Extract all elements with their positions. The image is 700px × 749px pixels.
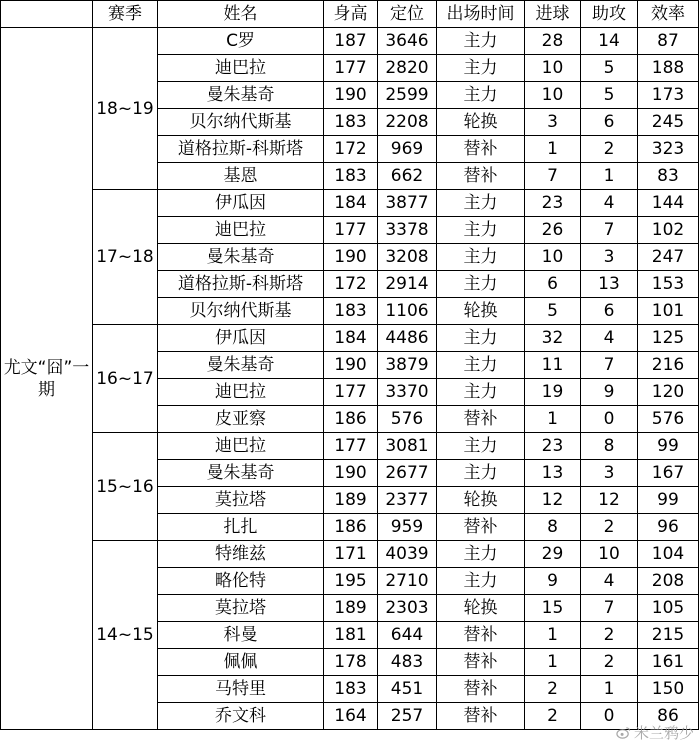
height-cell: 190 [324, 82, 378, 109]
role-cell: 替补 [437, 514, 525, 541]
playing-time-cell: 3378 [378, 217, 437, 244]
efficiency-cell: 216 [638, 352, 699, 379]
season-cell: 15~16 [93, 433, 158, 541]
playing-time-cell: 483 [378, 649, 437, 676]
assists-cell: 14 [581, 28, 638, 55]
playing-time-cell: 2677 [378, 460, 437, 487]
efficiency-cell: 173 [638, 82, 699, 109]
role-cell: 替补 [437, 163, 525, 190]
goals-cell: 10 [525, 244, 581, 271]
assists-cell: 9 [581, 379, 638, 406]
goals-cell: 10 [525, 55, 581, 82]
player-name-cell: 贝尔纳代斯基 [158, 298, 324, 325]
role-cell: 替补 [437, 136, 525, 163]
playing-time-cell: 959 [378, 514, 437, 541]
height-cell: 177 [324, 217, 378, 244]
assists-cell: 4 [581, 190, 638, 217]
efficiency-cell: 125 [638, 325, 699, 352]
playing-time-cell: 3081 [378, 433, 437, 460]
role-cell: 主力 [437, 352, 525, 379]
goals-cell: 5 [525, 298, 581, 325]
player-name-cell: C罗 [158, 28, 324, 55]
efficiency-cell: 153 [638, 271, 699, 298]
goals-cell: 26 [525, 217, 581, 244]
efficiency-cell: 245 [638, 109, 699, 136]
player-name-cell: 皮亚察 [158, 406, 324, 433]
assists-cell: 7 [581, 352, 638, 379]
player-name-cell: 伊瓜因 [158, 325, 324, 352]
assists-cell: 7 [581, 217, 638, 244]
role-cell: 主力 [437, 28, 525, 55]
height-cell: 190 [324, 352, 378, 379]
player-name-cell: 科曼 [158, 622, 324, 649]
role-cell: 主力 [437, 460, 525, 487]
assists-cell: 6 [581, 109, 638, 136]
height-cell: 183 [324, 163, 378, 190]
efficiency-cell: 87 [638, 28, 699, 55]
efficiency-cell: 86 [638, 703, 699, 730]
playing-time-cell: 1106 [378, 298, 437, 325]
player-name-cell: 伊瓜因 [158, 190, 324, 217]
goals-cell: 2 [525, 703, 581, 730]
table-row [1, 541, 699, 568]
efficiency-cell: 99 [638, 433, 699, 460]
efficiency-cell: 188 [638, 55, 699, 82]
role-cell: 主力 [437, 541, 525, 568]
assists-cell: 6 [581, 298, 638, 325]
goals-cell: 1 [525, 649, 581, 676]
efficiency-cell: 247 [638, 244, 699, 271]
playing-time-cell: 451 [378, 676, 437, 703]
playing-time-cell: 4486 [378, 325, 437, 352]
height-cell: 183 [324, 298, 378, 325]
assists-cell: 10 [581, 541, 638, 568]
efficiency-cell: 576 [638, 406, 699, 433]
playing-time-cell: 2820 [378, 55, 437, 82]
height-cell: 164 [324, 703, 378, 730]
player-name-cell: 迪巴拉 [158, 433, 324, 460]
header-corner-cell [1, 1, 93, 28]
goals-cell: 29 [525, 541, 581, 568]
player-name-cell: 扎扎 [158, 514, 324, 541]
height-cell: 177 [324, 379, 378, 406]
table-body [1, 28, 699, 730]
table-row [1, 433, 699, 460]
column-header: 定位 [378, 1, 437, 28]
player-name-cell: 基恩 [158, 163, 324, 190]
player-name-cell: 贝尔纳代斯基 [158, 109, 324, 136]
watermark-text: 米兰鸦少 [633, 724, 694, 742]
assists-cell: 4 [581, 568, 638, 595]
height-cell: 186 [324, 514, 378, 541]
goals-cell: 1 [525, 136, 581, 163]
player-name-cell: 乔文科 [158, 703, 324, 730]
role-cell: 主力 [437, 190, 525, 217]
column-header: 赛季 [93, 1, 158, 28]
playing-time-cell: 3646 [378, 28, 437, 55]
player-name-cell: 道格拉斯-科斯塔 [158, 271, 324, 298]
season-cell: 17~18 [93, 190, 158, 325]
role-cell: 主力 [437, 82, 525, 109]
role-cell: 替补 [437, 622, 525, 649]
player-name-cell: 马特里 [158, 676, 324, 703]
efficiency-cell: 144 [638, 190, 699, 217]
assists-cell: 1 [581, 163, 638, 190]
playing-time-cell: 3370 [378, 379, 437, 406]
column-header: 助攻 [581, 1, 638, 28]
assists-cell: 3 [581, 460, 638, 487]
player-name-cell: 曼朱基奇 [158, 460, 324, 487]
goals-cell: 1 [525, 622, 581, 649]
player-name-cell: 曼朱基奇 [158, 82, 324, 109]
height-cell: 186 [324, 406, 378, 433]
role-cell: 主力 [437, 55, 525, 82]
goals-cell: 3 [525, 109, 581, 136]
assists-cell: 5 [581, 55, 638, 82]
player-name-cell: 道格拉斯-科斯塔 [158, 136, 324, 163]
height-cell: 171 [324, 541, 378, 568]
height-cell: 177 [324, 433, 378, 460]
height-cell: 195 [324, 568, 378, 595]
season-cell: 18~19 [93, 28, 158, 190]
playing-time-cell: 3877 [378, 190, 437, 217]
season-cell: 14~15 [93, 541, 158, 730]
table-row [1, 28, 699, 55]
height-cell: 190 [324, 244, 378, 271]
height-cell: 177 [324, 55, 378, 82]
role-cell: 替补 [437, 676, 525, 703]
efficiency-cell: 161 [638, 649, 699, 676]
playing-time-cell: 2208 [378, 109, 437, 136]
playing-time-cell: 644 [378, 622, 437, 649]
player-name-cell: 佩佩 [158, 649, 324, 676]
playing-time-cell: 2303 [378, 595, 437, 622]
player-name-cell: 迪巴拉 [158, 217, 324, 244]
height-cell: 178 [324, 649, 378, 676]
playing-time-cell: 662 [378, 163, 437, 190]
playing-time-cell: 576 [378, 406, 437, 433]
efficiency-cell: 96 [638, 514, 699, 541]
player-name-cell: 莫拉塔 [158, 487, 324, 514]
role-cell: 主力 [437, 271, 525, 298]
efficiency-cell: 104 [638, 541, 699, 568]
efficiency-cell: 105 [638, 595, 699, 622]
player-name-cell: 特维兹 [158, 541, 324, 568]
role-cell: 替补 [437, 406, 525, 433]
playing-time-cell: 2377 [378, 487, 437, 514]
assists-cell: 2 [581, 622, 638, 649]
assists-cell: 7 [581, 595, 638, 622]
goals-cell: 13 [525, 460, 581, 487]
efficiency-cell: 102 [638, 217, 699, 244]
height-cell: 184 [324, 325, 378, 352]
goals-cell: 15 [525, 595, 581, 622]
role-cell: 轮换 [437, 595, 525, 622]
column-header: 身高 [324, 1, 378, 28]
goals-cell: 28 [525, 28, 581, 55]
header-row [1, 1, 699, 28]
goals-cell: 23 [525, 190, 581, 217]
goals-cell: 19 [525, 379, 581, 406]
efficiency-cell: 150 [638, 676, 699, 703]
efficiency-cell: 323 [638, 136, 699, 163]
table-row [1, 190, 699, 217]
role-cell: 主力 [437, 433, 525, 460]
goals-cell: 2 [525, 676, 581, 703]
assists-cell: 8 [581, 433, 638, 460]
role-cell: 主力 [437, 325, 525, 352]
playing-time-cell: 257 [378, 703, 437, 730]
playing-time-cell: 2914 [378, 271, 437, 298]
role-cell: 主力 [437, 217, 525, 244]
role-cell: 主力 [437, 568, 525, 595]
goals-cell: 6 [525, 271, 581, 298]
height-cell: 187 [324, 28, 378, 55]
height-cell: 183 [324, 676, 378, 703]
goals-cell: 12 [525, 487, 581, 514]
player-name-cell: 迪巴拉 [158, 379, 324, 406]
goals-cell: 11 [525, 352, 581, 379]
efficiency-cell: 167 [638, 460, 699, 487]
player-name-cell: 曼朱基奇 [158, 244, 324, 271]
height-cell: 189 [324, 487, 378, 514]
efficiency-cell: 101 [638, 298, 699, 325]
efficiency-cell: 208 [638, 568, 699, 595]
goals-cell: 9 [525, 568, 581, 595]
player-name-cell: 略伦特 [158, 568, 324, 595]
playing-time-cell: 3208 [378, 244, 437, 271]
height-cell: 181 [324, 622, 378, 649]
assists-cell: 5 [581, 82, 638, 109]
table-row [1, 325, 699, 352]
group-label-cell: 尤文“囧”一期 [1, 28, 93, 730]
playing-time-cell: 969 [378, 136, 437, 163]
playing-time-cell: 3879 [378, 352, 437, 379]
column-header: 效率 [638, 1, 699, 28]
height-cell: 184 [324, 190, 378, 217]
goals-cell: 32 [525, 325, 581, 352]
assists-cell: 13 [581, 271, 638, 298]
playing-time-cell: 2710 [378, 568, 437, 595]
height-cell: 172 [324, 271, 378, 298]
player-name-cell: 迪巴拉 [158, 55, 324, 82]
player-name-cell: 莫拉塔 [158, 595, 324, 622]
role-cell: 主力 [437, 379, 525, 406]
role-cell: 轮换 [437, 109, 525, 136]
role-cell: 主力 [437, 244, 525, 271]
goals-cell: 1 [525, 406, 581, 433]
assists-cell: 3 [581, 244, 638, 271]
assists-cell: 0 [581, 406, 638, 433]
goals-cell: 7 [525, 163, 581, 190]
playing-time-cell: 2599 [378, 82, 437, 109]
assists-cell: 2 [581, 136, 638, 163]
efficiency-cell: 83 [638, 163, 699, 190]
goals-cell: 10 [525, 82, 581, 109]
role-cell: 轮换 [437, 298, 525, 325]
column-header: 进球 [525, 1, 581, 28]
player-name-cell: 曼朱基奇 [158, 352, 324, 379]
playing-time-cell: 4039 [378, 541, 437, 568]
height-cell: 190 [324, 460, 378, 487]
assists-cell: 2 [581, 649, 638, 676]
role-cell: 替补 [437, 649, 525, 676]
efficiency-cell: 215 [638, 622, 699, 649]
goals-cell: 23 [525, 433, 581, 460]
role-cell: 轮换 [437, 487, 525, 514]
assists-cell: 4 [581, 325, 638, 352]
height-cell: 183 [324, 109, 378, 136]
assists-cell: 1 [581, 676, 638, 703]
efficiency-cell: 99 [638, 487, 699, 514]
assists-cell: 2 [581, 514, 638, 541]
column-header: 出场时间 [437, 1, 525, 28]
assists-cell: 0 [581, 703, 638, 730]
column-header: 姓名 [158, 1, 324, 28]
goals-cell: 8 [525, 514, 581, 541]
assists-cell: 12 [581, 487, 638, 514]
efficiency-cell: 120 [638, 379, 699, 406]
season-cell: 16~17 [93, 325, 158, 433]
role-cell: 替补 [437, 703, 525, 730]
height-cell: 172 [324, 136, 378, 163]
height-cell: 189 [324, 595, 378, 622]
